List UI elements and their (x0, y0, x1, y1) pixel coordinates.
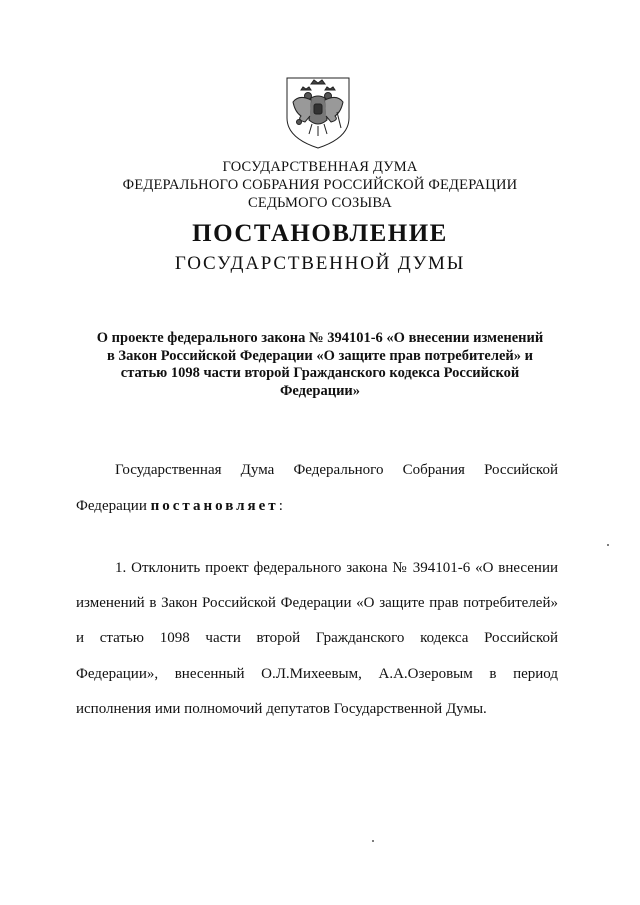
item1-line-5: исполнения ими полномочий депутатов Государственной Думы. (76, 701, 487, 717)
preamble-resolves: постановляет (150, 498, 279, 514)
scan-mark (607, 544, 609, 546)
scan-mark (372, 840, 374, 842)
preamble-line-2 (76, 496, 558, 516)
preamble-suffix: : (278, 498, 283, 514)
org-line-3: СЕДЬМОГО СОЗЫВА (248, 195, 392, 211)
subject-line: О проекте федерального закона № 394101-6 «О внесении изменений (96, 330, 544, 346)
subject-line: статью 1098 части второй Гражданского кодекса Российской (120, 365, 520, 381)
item1-line-3: и статью 1098 части второй Гражданского кодекса Российской (76, 630, 558, 646)
preamble-prefix: Федерации (76, 498, 151, 514)
subject-line: Федерации» (279, 382, 361, 399)
item1-line-4: Федерации», внесенный О.Л.Михеевым, А.А.Озеровым в период (76, 666, 558, 682)
preamble-line-1: Государственная Дума Федерального Собрания Российской (115, 462, 558, 478)
subject-line: в Закон Российской Федерации «О защите прав потребителей» и (106, 347, 534, 364)
document-issuer: ГОСУДАРСТВЕННОЙ ДУМЫ (174, 253, 466, 274)
org-line-1: ГОСУДАРСТВЕННАЯ ДУМА (222, 159, 418, 175)
document-type-title: ПОСТАНОВЛЕНИЕ (192, 220, 448, 247)
russian-coat-of-arms-icon (281, 72, 355, 150)
org-line-2: ФЕДЕРАЛЬНОГО СОБРАНИЯ РОССИЙСКОЙ ФЕДЕРАЦИИ (122, 177, 518, 193)
item1-line-1: 1. Отклонить проект федерального закона № 394101-6 «О внесении (115, 560, 558, 576)
item1-line-2: изменений в Закон Российской Федерации «О защите прав потребителей» (76, 595, 558, 611)
document-subject (70, 330, 570, 400)
